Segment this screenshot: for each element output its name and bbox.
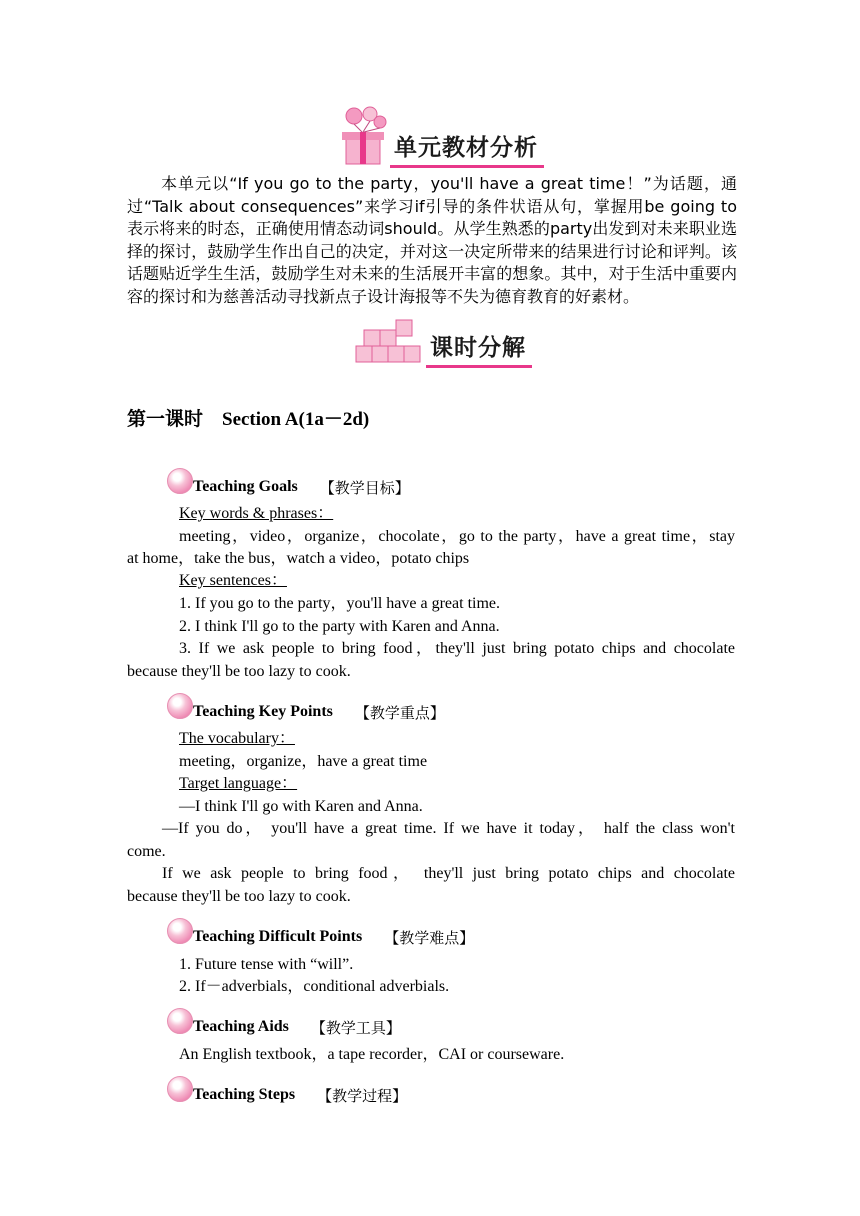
cubes-icon xyxy=(352,316,426,368)
vocabulary-label: The vocabulary： xyxy=(179,730,295,747)
teaching-difficult-points-heading xyxy=(167,922,474,952)
steps-cn: 【教学过程】 xyxy=(317,1086,408,1105)
target-line-3a: If we ask people to bring food， they'll just bring potato chips and chocolate xyxy=(162,865,735,882)
teaching-aids-heading xyxy=(167,1012,401,1042)
unit-analysis-banner xyxy=(340,106,544,168)
target-line-1: —I think I'll go with Karen and Anna. xyxy=(179,798,423,815)
bubble-icon xyxy=(167,468,193,494)
key-words-line1: meeting，video，organize，chocolate，go to the party，have a great time，stay xyxy=(179,528,735,545)
key-sentence-3a: 3. If we ask people to bring food，they'll just bring potato chips and chocolate xyxy=(179,640,735,657)
teaching-steps-heading xyxy=(167,1080,407,1110)
aids-text: An English textbook，a tape recorder，CAI or courseware. xyxy=(179,1046,565,1063)
difficult-points-label: Teaching Difficult Points xyxy=(193,928,363,945)
key-sentence-3b: because they'll be too lazy to cook. xyxy=(127,663,351,680)
target-line-2b: come. xyxy=(127,843,166,860)
difficult-point-1: 1. Future tense with “will”. xyxy=(179,956,354,973)
lesson-title: 第一课时 Section A(1a－2d) xyxy=(127,409,370,430)
aids-cn: 【教学工具】 xyxy=(310,1018,401,1037)
bubble-icon xyxy=(167,1076,193,1102)
intro-paragraph xyxy=(127,173,737,308)
vocabulary-text: meeting，organize，have a great time xyxy=(179,753,428,770)
key-words-line2: at home，take the bus，watch a video，potato chips xyxy=(127,550,470,567)
key-points-label: Teaching Key Points xyxy=(193,703,333,720)
balloon-gift-icon xyxy=(340,106,390,168)
key-words-label: Key words & phrases： xyxy=(179,505,334,522)
target-line-2a: —If you do， you'll have a great time. If we have it today， half the class won't xyxy=(162,820,735,837)
bubble-icon xyxy=(167,1008,193,1034)
teaching-goals-cn: 【教学目标】 xyxy=(319,478,410,497)
target-language-label: Target language： xyxy=(179,775,298,792)
teaching-goals-label: Teaching Goals xyxy=(193,478,298,495)
key-sentences-label: Key sentences： xyxy=(179,572,287,589)
key-points-cn: 【教学重点】 xyxy=(354,703,445,722)
target-line-3b: because they'll be too lazy to cook. xyxy=(127,888,351,905)
difficult-point-2: 2. If－adverbials，conditional adverbials. xyxy=(179,978,450,995)
key-sentence-2: 2. I think I'll go to the party with Karen and Anna. xyxy=(179,618,500,635)
difficult-points-cn: 【教学难点】 xyxy=(384,928,475,947)
aids-label: Teaching Aids xyxy=(193,1018,289,1035)
lesson-breakdown-banner xyxy=(352,316,532,368)
bubble-icon xyxy=(167,693,193,719)
key-sentence-1: 1. If you go to the party，you'll have a great time. xyxy=(179,595,501,612)
bubble-icon xyxy=(167,918,193,944)
lesson-breakdown-title: 课时分解 xyxy=(426,333,532,368)
teaching-key-points-heading xyxy=(167,697,445,727)
unit-analysis-title: 单元教材分析 xyxy=(390,133,544,168)
steps-label: Teaching Steps xyxy=(193,1086,296,1103)
intro-text: 本单元以“If you go to the party，you'll have a great time！”为话题，通过“Talk about consequences”来学习if引导的条件状语从句，掌握用be going to 表示将来的时态，正确使用情态动词should。从学生熟悉的party出发到对未来职业选择的探讨，鼓励学生作出自己的决定，并对这一决定所带来的结果进行讨论和评判。该话题贴近学生生活，鼓励学生对未来的生活展开丰富的想象。其中，对于生活中重要内容的探讨和为慈善活动寻找新点子设计海报等不失为德育教育的好素材。 xyxy=(127,174,737,306)
teaching-goals-heading xyxy=(167,472,410,502)
